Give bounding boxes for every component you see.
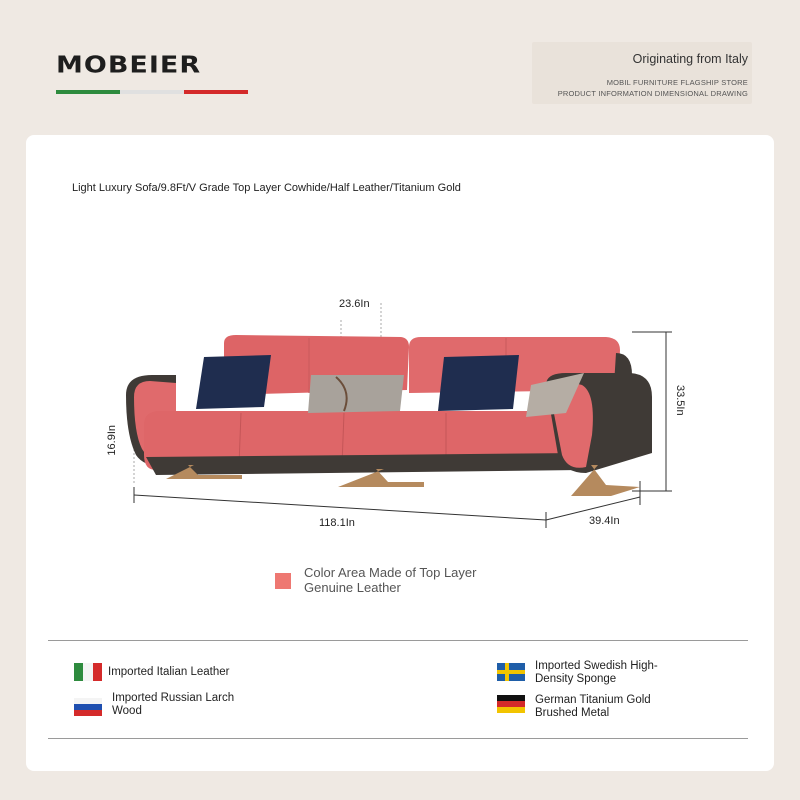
material-label: German Titanium Gold Brushed Metal	[535, 694, 651, 719]
divider-bottom	[48, 738, 748, 739]
russia-flag-icon	[74, 698, 102, 716]
legend-text: Color Area Made of Top Layer Genuine Leather	[304, 565, 477, 595]
origin-text: Originating from Italy	[632, 52, 748, 66]
dimension-seat-height: 16.9In	[106, 425, 118, 456]
divider-top	[48, 640, 748, 641]
dimension-depth: 39.4In	[589, 515, 620, 527]
italy-flag-icon	[74, 663, 102, 681]
product-card	[26, 135, 774, 771]
store-name: MOBIL FURNITURE FLAGSHIP STORE	[606, 78, 748, 87]
dimension-width: 118.1In	[319, 517, 355, 529]
material-label: Imported Italian Leather	[108, 666, 230, 678]
sofa-illustration	[26, 135, 774, 555]
dimension-seat-depth: 23.6In	[339, 298, 370, 310]
product-title: Light Luxury Sofa/9.8Ft/V Grade Top Layer Cowhide/Half Leather/Titanium Gold	[72, 182, 461, 194]
logo-flag-red	[184, 90, 248, 94]
material-label: Imported Russian Larch Wood	[112, 692, 235, 717]
material-label: Imported Swedish High-Density Sponge	[535, 660, 658, 685]
logo-wordmark: MOBEIER	[56, 52, 202, 79]
logo-flag-white	[120, 90, 184, 94]
sweden-flag-icon	[497, 663, 525, 681]
header-info	[532, 42, 752, 104]
leather-color-swatch	[275, 573, 291, 589]
drawing-subtitle: PRODUCT INFORMATION DIMENSIONAL DRAWING	[557, 89, 748, 98]
brand-logo	[52, 50, 257, 102]
germany-flag-icon	[497, 695, 525, 713]
dimension-height: 33.5In	[674, 385, 686, 416]
logo-flag-green	[56, 90, 120, 94]
